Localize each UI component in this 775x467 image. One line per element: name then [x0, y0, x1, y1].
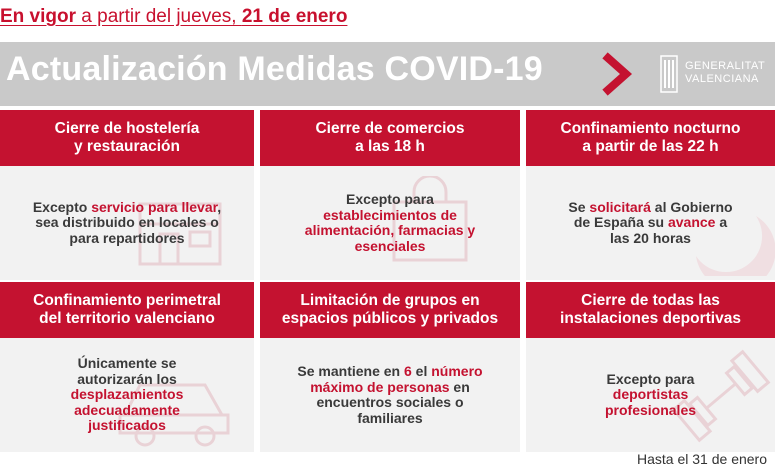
title-banner: [0, 42, 775, 106]
from-thursday-text: a partir del jueves,: [76, 6, 242, 27]
card-title: Confinamiento perimetral del territorio valenciano: [0, 282, 254, 338]
card-night-curfew: [526, 110, 775, 280]
card-body: Excepto para establecimientos de alimentación, farmacias y esenciales: [260, 166, 520, 280]
effective-date-heading: [0, 6, 347, 36]
card-body: Se mantiene en 6 el número máximo de personas en encuentros sociales o familiares: [297, 363, 483, 426]
logo-text: GENERALITAT VALENCIANA: [685, 60, 766, 85]
validity-note: Hasta el 31 de enero: [637, 451, 767, 467]
card-title: Cierre de comercios a las 18 h: [260, 110, 520, 166]
card-title: Cierre de hostelería y restauración: [0, 110, 254, 166]
card-shops-closure: [260, 110, 520, 280]
card-title: Cierre de todas las instalaciones deportivas: [526, 282, 775, 338]
coat-of-arms-icon: [659, 54, 679, 94]
card-sports-facilities: [526, 282, 775, 452]
in-force-label: En vigor: [0, 6, 77, 27]
card-title: Confinamiento nocturno a partir de las 22 h: [526, 110, 775, 166]
card-title: Limitación de grupos en espacios públicos y privados: [260, 282, 520, 338]
card-perimeter-lockdown: [0, 282, 254, 452]
page-title: Actualización Medidas COVID-19: [6, 50, 543, 88]
card-body: Se solicitará al Gobierno de España su avance a las 20 horas: [526, 166, 775, 280]
card-body: Excepto servicio para llevar, sea distribuido en locales o para repartidores: [0, 166, 254, 280]
effective-date: 21 de enero: [241, 6, 348, 27]
generalitat-logo: [655, 52, 775, 96]
card-body: Excepto para deportistas profesionales: [526, 338, 775, 452]
card-body: Únicamente se autorizarán los desplazamientos adecuadamente justificados: [0, 338, 254, 452]
card-hospitality-closure: [0, 110, 254, 280]
chevron-right-icon: [600, 52, 636, 96]
card-group-limit: [260, 282, 520, 452]
